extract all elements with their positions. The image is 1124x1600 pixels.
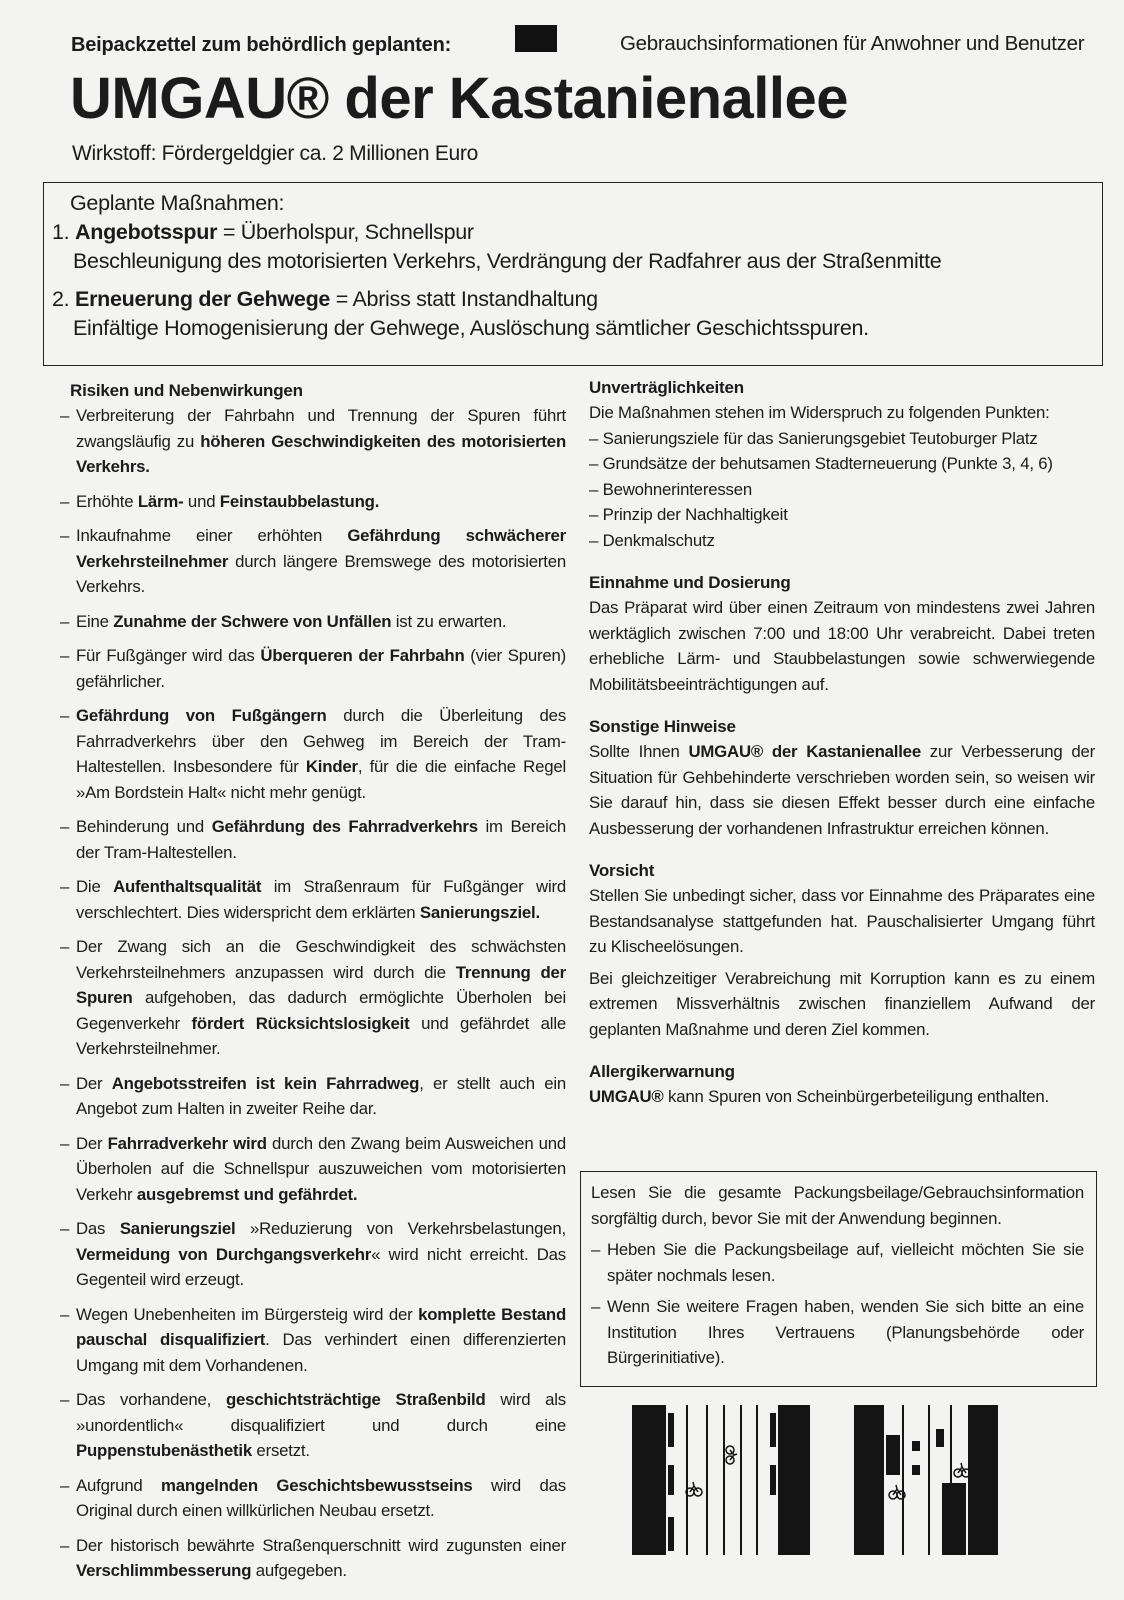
lane-line <box>902 1405 904 1555</box>
risk-text: Der <box>76 1073 112 1093</box>
risk-text: Das <box>76 1219 120 1238</box>
list-item <box>60 703 566 805</box>
notes-section <box>589 714 1095 841</box>
risk-text: , für die die einfache Regel »Am Bordstein Halt« nicht mehr genügt. <box>76 757 566 802</box>
risk-text: wird das Original durch einen willkürlichen Neubau ersetzt. <box>76 1475 566 1520</box>
risk-text: aufgehoben, das dadurch ermöglichte Überholen bei Gegenverkehr <box>76 988 566 1033</box>
risk-emphasis: Sanierungsziel <box>119 1219 236 1238</box>
risk-text: Das vorhandene, <box>76 1390 226 1409</box>
risk-text: ersetzt. <box>251 1441 310 1460</box>
dash: – <box>60 817 70 836</box>
list-item <box>60 489 566 515</box>
lane-marker <box>912 1441 920 1451</box>
curb-marker <box>770 1465 776 1495</box>
risk-text: Behinderung und <box>76 817 212 836</box>
measure-1 <box>52 220 474 245</box>
risk-text: »Reduzierung von Verkehrsbelastungen, <box>235 1219 566 1238</box>
risk-emphasis: Kinder <box>305 757 358 776</box>
leaflet-kicker: Beipackzettel zum behördlich geplanten: <box>71 34 452 56</box>
dosage-text: Das Präparat wird über einen Zeitraum von mindestens zwei Jahren werktäglich zwischen 7:00 und 18:00 Uhr verabreicht. Dabei treten erhebliche Lärm- und Staubbelastungen sowie schwerwiegende Mobilitätsbeeinträchtigungen auf. <box>589 598 1095 694</box>
lane-line <box>740 1405 742 1555</box>
list-item <box>60 643 566 694</box>
risk-emphasis: Angebotsstreifen ist kein Fahrradweg <box>111 1073 420 1093</box>
measure-1-term: Angebotsspur <box>75 220 218 244</box>
risk-emphasis: Überqueren der Fahrbahn <box>260 646 465 665</box>
reading-intro: Lesen Sie die gesamte Packungsbeilage/Gebrauchsinformation sorgfältig durch, bevor Sie mit der Anwendung beginnen. <box>591 1183 1084 1228</box>
list-item <box>60 1533 566 1584</box>
measure-1-detail: Beschleunigung des motorisierten Verkehrs, Verdrängung der Radfahrer aus der Straßenmitte <box>73 249 942 273</box>
sidewalk-block <box>632 1405 666 1555</box>
incompatibilities-heading: Unverträglichkeiten <box>589 378 744 397</box>
risk-emphasis: ausgebremst und gefährdet. <box>136 1184 358 1204</box>
risks-section <box>60 378 566 1584</box>
risk-text: wird als »unordentlich« disqualifiziert und durch eine <box>76 1390 566 1435</box>
risk-text: im Straßenraum für Fußgänger wird verschlechtert. Dies widerspricht dem erklärten <box>76 877 566 922</box>
risks-heading: Risiken und Nebenwirkungen <box>70 381 303 400</box>
risk-emphasis: Feinstaubbelastung. <box>219 491 380 511</box>
risk-emphasis: Fahrradverkehr wird <box>107 1133 267 1153</box>
dash: – <box>60 1133 70 1153</box>
active-ingredient: Wirkstoff: Fördergeldgier ca. 2 Millionen Euro <box>72 142 478 165</box>
dash: – <box>60 406 70 425</box>
risk-text: Verbreiterung der Fahrbahn und Trennung der Spuren führt zwangsläufig zu <box>76 406 566 451</box>
bicycle-icon <box>726 1446 737 1464</box>
caution-text-2: Bei gleichzeitiger Verabreichung mit Korruption kann es zu einem extremen Missverhältnis zwischen finanziellem Aufwand der geplanten Maßnahme und deren Ziel kommen. <box>589 968 1095 1039</box>
notes-post: zur Verbesserung der Situation für Gehbehinderte verschrieben worden sein, so weisen wir Sie darauf hin, dass sie diesen Effekt besser durch eine einfache Ausbesserung der vorhandenen Infrastruktur erreichen können. <box>589 742 1095 838</box>
dash: – <box>60 1073 70 1093</box>
curb-marker <box>770 1413 776 1447</box>
risk-text: . Das verhindert einen differenzierten Umgang mit dem Vorhandenen. <box>76 1330 566 1375</box>
reading-item-text: Wenn Sie weitere Fragen haben, wenden Sie sich bitte an eine Institution Ihres Vertrauens (Planungsbehörde oder Bürgerinitiative). <box>607 1297 1084 1367</box>
dash: – <box>60 937 70 956</box>
risk-text: und <box>183 491 220 511</box>
measure-2-rest: = Abriss statt Instandhaltung <box>330 287 598 311</box>
cycle-lane-block <box>886 1435 900 1475</box>
list-item <box>60 1473 566 1524</box>
dosage-section <box>589 570 1095 697</box>
risk-text: und gefährdet alle Verkehrsteilnehmer. <box>76 1013 566 1058</box>
risk-text: (vier Spuren) gefährlicher. <box>76 646 566 691</box>
list-item <box>60 1387 566 1464</box>
risk-text: Aufgrund <box>76 1475 162 1495</box>
risk-text: durch die Überleitung des Fahrradverkehrs über den Gehweg im Bereich der Tram-Haltestellen. Insbesondere für <box>76 706 567 776</box>
sidewalk-block <box>854 1405 884 1555</box>
dash: – <box>60 877 70 896</box>
risk-text: aufgegeben. <box>251 1561 347 1580</box>
lane-line <box>706 1405 708 1555</box>
measure-2 <box>52 287 598 312</box>
list-item <box>60 934 566 1062</box>
risk-text: Für Fußgänger wird das <box>76 646 261 665</box>
risk-emphasis: Trennung der Spuren <box>76 962 566 1007</box>
page-title: UMGAU® der Kastanienallee <box>70 66 849 131</box>
risk-emphasis: Verschlimmbesserung <box>76 1561 252 1580</box>
risk-text: Erhöhte <box>76 491 138 511</box>
allergy-product: UMGAU® <box>589 1087 664 1106</box>
risk-emphasis: mangelnden Geschichtsbewusstseins <box>161 1475 473 1495</box>
allergy-heading: Allergikerwarnung <box>589 1062 735 1081</box>
measures-box <box>43 182 1103 366</box>
risk-emphasis: Lärm- <box>137 491 184 511</box>
risk-emphasis: Zunahme der Schwere von Unfällen <box>113 611 392 631</box>
risk-emphasis: komplette Bestand pauschal disqualifiziert <box>76 1304 566 1349</box>
list-item <box>60 403 566 480</box>
risk-emphasis: Gefährdung des Fahrradverkehrs <box>211 817 478 836</box>
dash: – <box>60 611 70 631</box>
lane-line <box>723 1405 725 1555</box>
notes-product: UMGAU® der Kastanienallee <box>688 742 921 761</box>
risk-text: durch längere Bremswege des motorisierten Verkehrs. <box>76 551 566 596</box>
lane-marker <box>912 1465 920 1475</box>
risk-emphasis: Gefährdung von Fußgängern <box>76 706 327 725</box>
risk-text: « wird nicht erreicht. Das Gegenteil wird erzeugt. <box>76 1244 566 1289</box>
risk-emphasis: geschichtsträchtige Straßenbild <box>225 1390 486 1409</box>
dash: – <box>60 706 70 725</box>
risk-text: Eine <box>76 611 114 631</box>
list-item: – Bewohnerinteressen <box>589 479 752 499</box>
curb-marker <box>668 1517 674 1551</box>
allergy-text <box>589 1084 1095 1110</box>
risk-emphasis: Aufenthaltsqualität <box>113 877 262 896</box>
risk-text: ist zu erwarten. <box>391 611 507 631</box>
list-item: – Prinzip der Nachhaltigkeit <box>589 505 788 524</box>
cycle-lane-block <box>942 1483 966 1555</box>
risk-text: durch den Zwang beim Ausweichen und Überholen auf die Schnellspur auszuweichen vom motorisierten Verkehr <box>76 1133 567 1204</box>
risk-text: Der historisch bewährte Straßenquerschnitt wird zugunsten einer <box>76 1535 566 1555</box>
dash: – <box>60 491 70 511</box>
list-item <box>60 1216 566 1293</box>
dash: – <box>60 1475 70 1495</box>
allergy-section <box>589 1059 1095 1110</box>
reading-instructions-box <box>580 1171 1097 1387</box>
notes-pre: Sollte Ihnen <box>589 742 689 761</box>
list-item: – Denkmalschutz <box>589 530 715 550</box>
curb-marker <box>668 1465 674 1495</box>
risk-list <box>60 403 566 1584</box>
caution-text-1: Stellen Sie unbedingt sicher, dass vor Einnahme des Präparates eine Bestandsanalyse stattgefunden hat. Pauschalisierter Umgang führt zu Klischeelösungen. <box>589 886 1095 956</box>
incompatibilities-intro: Die Maßnahmen stehen im Widerspruch zu folgenden Punkten: <box>589 403 1050 422</box>
reading-item: – Wenn Sie weitere Fragen haben, wenden Sie sich bitte an eine Institution Ihres Vertrauens (Planungsbehörde oder Bürgerinitiative). <box>591 1297 1084 1367</box>
list-item: – Grundsätze der behutsamen Stadterneuerung (Punkte 3, 4, 6) <box>589 454 1053 473</box>
bicycle-icon <box>686 1482 702 1496</box>
measure-2-term: Erneuerung der Gehwege <box>75 287 331 311</box>
measure-2-num: 2. <box>52 287 70 311</box>
dash: – <box>60 646 70 665</box>
risk-emphasis: Puppenstubenästhetik <box>76 1441 252 1460</box>
risk-text: im Bereich der Tram-Haltestellen. <box>76 817 566 862</box>
leaflet-purpose-note: Gebrauchsinformationen für Anwohner und Benutzer <box>620 32 1085 55</box>
list-item <box>60 523 566 600</box>
risk-text: Der Zwang sich an die Geschwindigkeit des schwächsten Verkehrsteilnehmers anzupassen wird durch die <box>76 937 566 982</box>
risk-emphasis: höheren Geschwindigkeiten des motorisierten Verkehrs. <box>76 431 566 476</box>
list-item <box>60 1071 566 1122</box>
before-cross-section <box>632 1405 810 1555</box>
dash: – <box>60 526 70 545</box>
dash: – <box>60 1219 70 1238</box>
after-cross-section <box>854 1405 998 1555</box>
risk-text: Die <box>76 877 114 896</box>
black-square-mark <box>515 25 557 52</box>
bicycle-icon <box>954 1463 970 1477</box>
right-column <box>589 375 1095 1127</box>
notes-heading: Sonstige Hinweise <box>589 717 736 736</box>
allergy-warning: kann Spuren von Scheinbürgerbeteiligung enthalten. <box>663 1087 1049 1106</box>
risk-emphasis: Vermeidung von Durchgangsverkehr <box>76 1244 372 1264</box>
list-item: – Sanierungsziele für das Sanierungsgebiet Teutoburger Platz <box>589 428 1038 448</box>
list-item <box>60 1131 566 1208</box>
incompatibilities-section <box>589 375 1095 553</box>
risk-text: , er stellt auch ein Angebot zum Halten in zweiter Reihe dar. <box>76 1073 566 1118</box>
dosage-heading: Einnahme und Dosierung <box>589 573 791 592</box>
sidewalk-block <box>968 1405 998 1555</box>
caution-section <box>589 858 1095 1042</box>
risk-text: Der <box>76 1133 108 1153</box>
lane-line <box>928 1405 930 1555</box>
dash: – <box>60 1304 70 1324</box>
reading-item: – Heben Sie die Packungsbeilage auf, vielleicht möchten Sie sie später nochmals lesen. <box>591 1240 1084 1285</box>
list-item <box>60 1302 566 1379</box>
dash: – <box>60 1390 70 1409</box>
dash: – <box>60 1535 70 1555</box>
street-cross-section-illustration <box>632 1405 1092 1565</box>
lane-line <box>686 1405 688 1555</box>
list-item <box>60 609 566 635</box>
list-item <box>60 814 566 865</box>
list-item <box>60 874 566 925</box>
risk-emphasis: Sanierungsziel. <box>419 902 540 922</box>
reading-item-text: Heben Sie die Packungsbeilage auf, vielleicht möchten Sie sie später nochmals lesen. <box>607 1240 1084 1285</box>
risk-emphasis: fördert Rücksichtslosigkeit <box>191 1013 410 1033</box>
curb-marker <box>668 1413 674 1447</box>
notes-text <box>589 739 1095 841</box>
lane-marker <box>936 1429 944 1447</box>
measure-2-detail: Einfältige Homogenisierung der Gehwege, Auslöschung sämtlicher Geschichtsspuren. <box>73 316 869 340</box>
measure-1-rest: = Überholspur, Schnellspur <box>217 220 474 244</box>
risk-text: Inkaufnahme einer erhöhten <box>76 526 348 545</box>
measures-heading: Geplante Maßnahmen: <box>70 191 285 215</box>
lane-line <box>756 1405 758 1555</box>
risk-text: Wegen Unebenheiten im Bürgersteig wird der <box>76 1304 419 1324</box>
caution-heading: Vorsicht <box>589 861 655 880</box>
risk-emphasis: Gefährdung schwächerer Verkehrsteilnehmer <box>76 526 566 571</box>
measure-1-num: 1. <box>52 220 70 244</box>
sidewalk-block <box>778 1405 810 1555</box>
